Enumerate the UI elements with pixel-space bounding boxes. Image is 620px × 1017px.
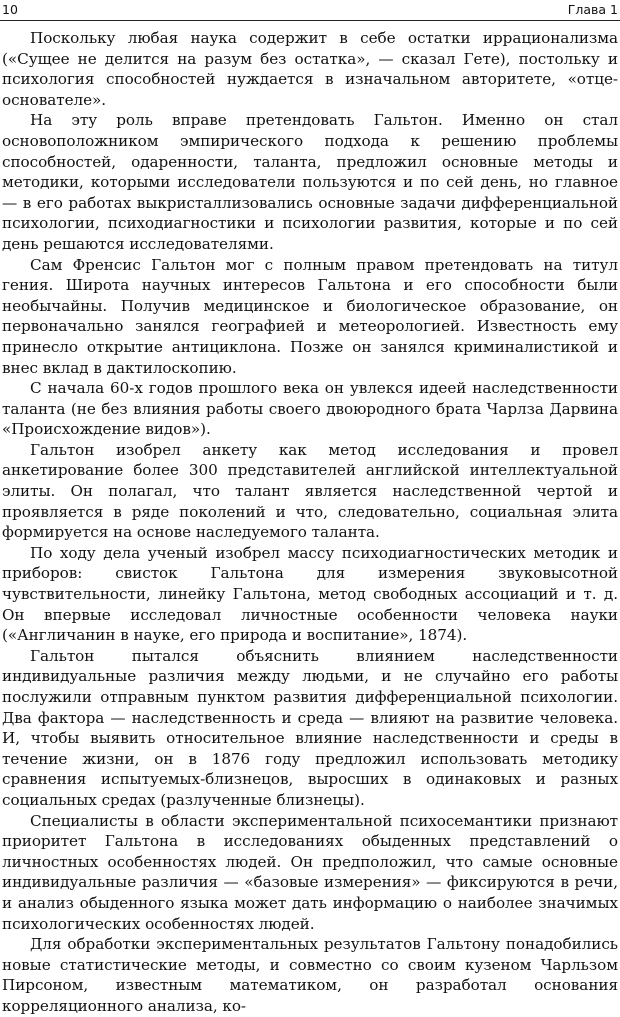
paragraph: С начала 60-х годов прошлого века он увлекся идеей наследственности таланта (не без влияния работы своего двоюродного брата Чарлза Дарвина «Происхождение видов»). (2, 379, 618, 439)
paragraph: Гальтон пытался объяснить влиянием наследственности индивидуальные различия между людьми, и не случайно его работы послужили отправным пунктом развития дифференциальной психологии. Два фактора — наследственность и среда — влияют на развитие человека. И, чтобы выявить относительное влияние наследственности и среды в течение жизни, он в 1876 году предложил использовать методику сравнения испытуемых-близнецов, выросших в одинаковых и разных социальных средах (разлученные близнецы). (2, 646, 618, 809)
paragraph: На эту роль вправе претендовать Гальтон. Именно он стал основоположником эмпирического подхода к решению проблемы способностей, одаренности, таланта, предложил основные методы и методики, которыми исследователи пользуются и по сей день, но главное — в его работах выкристаллизовались основные задачи дифференциальной психологии, психодиагностики и психологии развития, которые и по сей день решаются исследователями. (2, 111, 618, 253)
page-number: 10 (2, 2, 18, 17)
paragraph: По ходу дела ученый изобрел массу психодиагностических методик и приборов: свисток Гальтона для измерения звуковысотной чувствительности, линейку Гальтона, метод свободных ассоциаций и т. д. Он впервые исследовал личностные особенности человека науки («Англичанин в науке, его природа и воспитание», 1874). (2, 543, 618, 645)
body-text (2, 28, 618, 1017)
paragraph: Сам Френсис Гальтон мог с полным правом претендовать на титул гения. Широта научных интересов Гальтона и его способности были необычайны. Получив медицинское и биологическое образование, он первоначально занялся географией и метеорологией. Известность ему принесло открытие антициклона. Позже он занялся криминалистикой и внес вклад в дактилоскопию. (2, 255, 618, 377)
chapter-title: Глава 1 (567, 2, 618, 17)
paragraph: Специалисты в области экспериментальной психосемантики признают приоритет Гальтона в исследованиях обыденных представлений о личностных особенностях людей. Он предположил, что самые основные индивидуальные различия — «базовые измерения» — фиксируются в речи, и анализ обыденного языка может дать информацию о наиболее значимых психологических особенностях людей. (2, 811, 618, 933)
paragraph: Поскольку любая наука содержит в себе остатки иррационализма («Сущее не делится на разум без остатка», — сказал Гете), постольку и психология способностей нуждается в изначальном авторитете, «отце-основателе». (2, 29, 618, 109)
paragraph: Для обработки экспериментальных результатов Гальтону понадобились новые статистические методы, и совместно со своим кузеном Чарльзом Пирсоном, известным математиком, он разработал основания корреляционного анализа, ко- (2, 935, 618, 1015)
paragraph: Гальтон изобрел анкету как метод исследования и провел анкетирование более 300 представителей английской интеллектуальной элиты. Он полагал, что талант является наследственной чертой и проявляется в ряде поколений и что, следовательно, социальная элита формируется на основе наследуемого таланта. (2, 440, 618, 542)
page-header (0, 0, 620, 21)
